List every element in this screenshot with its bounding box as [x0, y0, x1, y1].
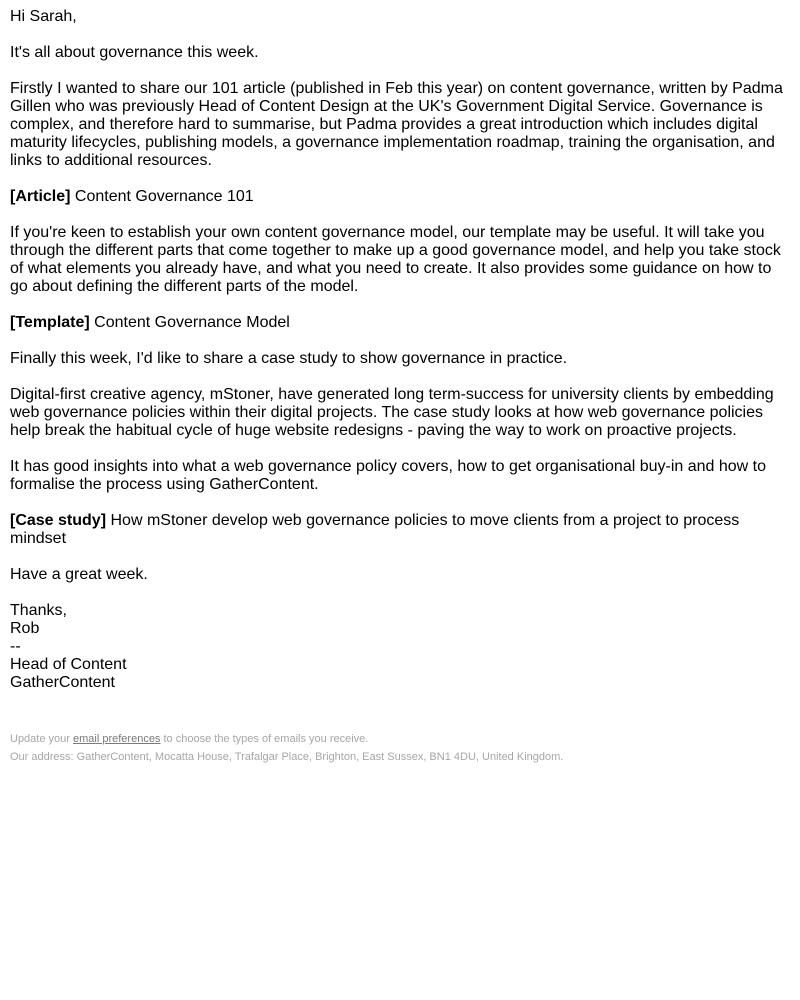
email-preferences-link[interactable]: email preferences: [73, 733, 161, 745]
signature-separator: --: [10, 638, 21, 655]
template-link-line[interactable]: [10, 314, 790, 332]
template-tag: [Template]: [10, 314, 90, 331]
signature-name: Rob: [10, 620, 40, 637]
article-link-line[interactable]: [10, 188, 790, 206]
finally-paragraph: Finally this week, I'd like to share a case study to show governance in practice.: [10, 350, 568, 367]
footer-suffix: to choose the types of emails you receive.: [163, 733, 369, 745]
insights-paragraph: It has good insights into what a web governance policy covers, how to get organisational buy-in and how to formalise the process using GatherContent.: [10, 458, 767, 493]
signature-company: GatherContent: [10, 674, 115, 691]
email-footer: [10, 730, 790, 766]
signature: [10, 602, 790, 692]
case-study-title[interactable]: How mStoner develop web governance policies to move clients from a project to process mindset: [10, 512, 740, 547]
agency-paragraph: Digital-first creative agency, mStoner, have generated long term-success for university clients by embedding web governance policies within their digital projects. The case study looks at how web governance policies help break the habitual cycle of huge website redesigns - paving the way to work on proactive projects.: [10, 386, 774, 439]
signature-thanks: Thanks,: [10, 602, 67, 619]
case-study-link-line[interactable]: [10, 512, 790, 548]
template-title[interactable]: Content Governance Model: [94, 314, 290, 331]
signature-role: Head of Content: [10, 656, 127, 673]
footer-preferences-line: [10, 730, 790, 748]
footer-address: Our address: GatherContent, Mocatta House, Trafalgar Place, Brighton, East Sussex, BN1 4DU, United Kingdom.: [10, 751, 564, 763]
article-tag: [Article]: [10, 188, 71, 205]
intro-text: It's all about governance this week.: [10, 44, 259, 61]
closing-text: Have a great week.: [10, 566, 148, 583]
template-paragraph: If you're keen to establish your own content governance model, our template may be useful. It will take you through the different parts that come together to make up a good governance model, and help you take stock of what elements you already have, and what you need to create. It also provides some guidance on how to go about defining the different parts of the model.: [10, 224, 781, 295]
footer-prefix: Update your: [10, 733, 70, 745]
article-paragraph: Firstly I wanted to share our 101 article (published in Feb this year) on content governance, written by Padma Gillen who was previously Head of Content Design at the UK's Government Digital Service. Governance is complex, and therefore hard to summarise, but Padma provides a great introduction which includes digital maturity lifecycles, publishing models, a governance implementation roadmap, training the organisation, and links to additional resources.: [10, 80, 783, 169]
greeting: Hi Sarah,: [10, 8, 77, 25]
article-title[interactable]: Content Governance 101: [74, 188, 254, 205]
case-study-tag: [Case study]: [10, 512, 107, 529]
